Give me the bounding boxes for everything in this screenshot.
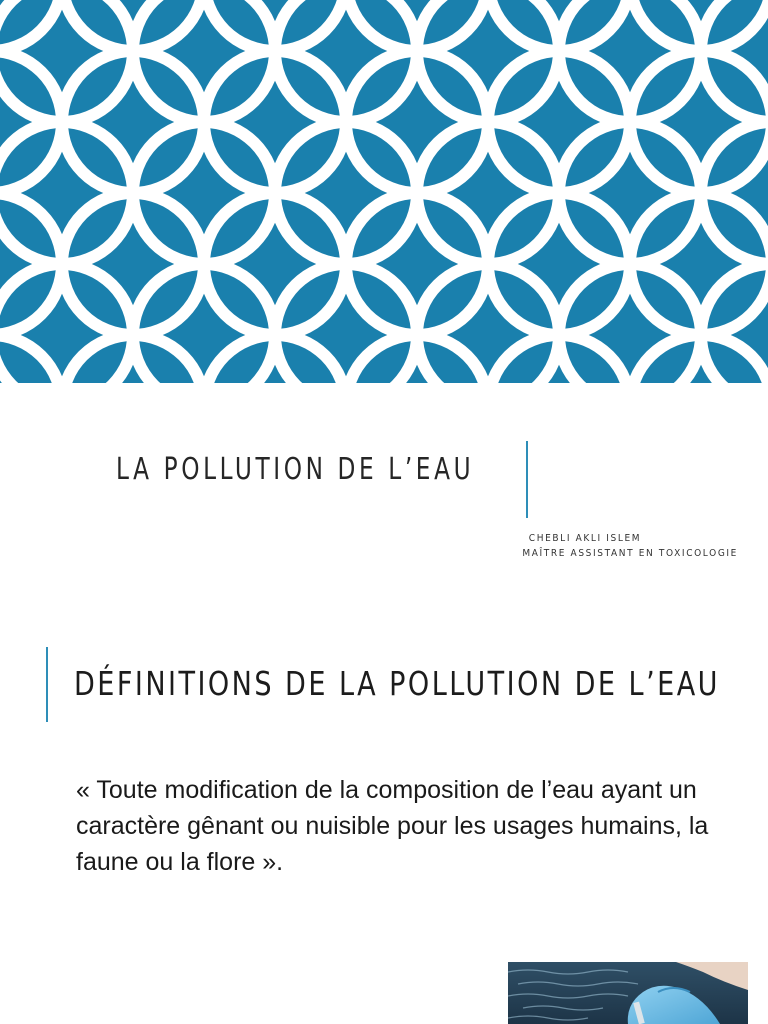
hero-pattern xyxy=(0,0,768,383)
title-divider xyxy=(526,441,528,518)
slide2-title: DÉFINITIONS DE LA POLLUTION DE L’EAU xyxy=(74,664,720,703)
circle-lattice-graphic xyxy=(0,0,768,383)
slide2-accent-bar xyxy=(46,647,48,722)
water-sampling-photo xyxy=(508,962,748,1024)
definition-quote: « Toute modification de la composition de l’eau ayant un caractère gênant ou nuisible pour les usages humains, la faune ou la flore ». xyxy=(76,776,709,876)
author-role: MAÎTRE ASSISTANT EN TOXICOLOGIE xyxy=(522,548,738,559)
presentation-title: LA POLLUTION DE L’EAU xyxy=(116,452,475,487)
author-block xyxy=(358,531,758,561)
author-name: CHEBLI AKLI ISLEM xyxy=(528,533,642,544)
